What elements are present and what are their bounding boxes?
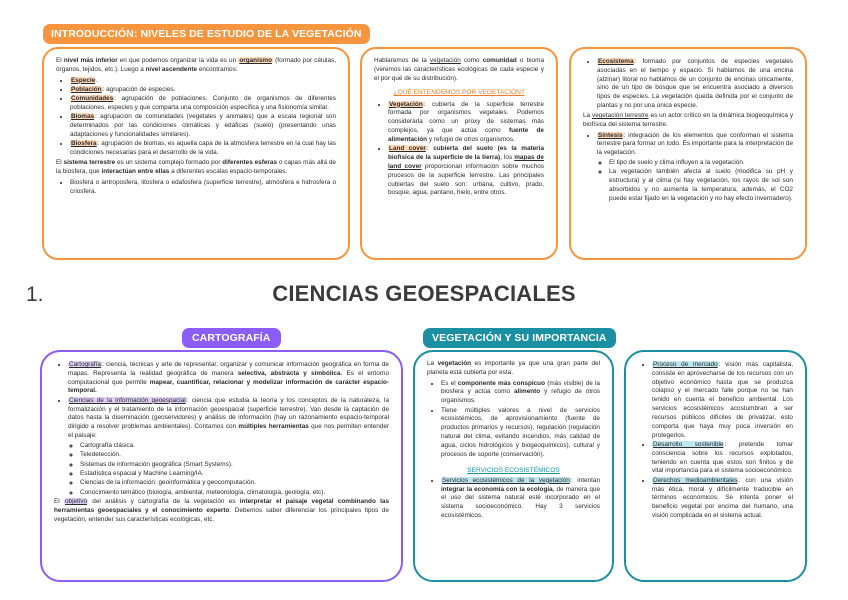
levels-paragraph: El nivel más inferior en que podemos organizar la vida es un organismo (formado por células, órganos, tejidos, etc.). Luego a nivel ascendente encontramos: <box>56 57 336 73</box>
veg-header: VEGETACIÓN Y SU IMPORTANCIA <box>423 328 616 348</box>
services-intro-list <box>427 477 600 521</box>
services-card <box>624 350 807 582</box>
services-subhead: SERVICIOS ECOSISTÉMICOS <box>467 466 560 474</box>
intro-card-levels <box>42 47 350 260</box>
carto-header: CARTOGRAFÍA <box>182 328 281 348</box>
list-item: • Población: agrupación de especies. <box>70 86 336 95</box>
list-item: • Derechos medioambientales: con una visión más ética, moral y difícilmente traducible en términos económicos. Se intenta poner el beneficio vegetal por encima del humano, una visión complicada en el sistema actual. <box>652 477 793 521</box>
veg-intro-paragraph: La vegetación es importante ya que una gran parte del planeta está cubierta por esta. <box>427 360 600 376</box>
vegetation-question: ¿QUÉ ENTENDEMOS POR VEGETACIÓN? <box>393 89 525 97</box>
tools-sublist <box>68 442 389 497</box>
list-item: • Comunidades: agrupación de poblaciones. Conjunto de organismos de diferentes poblaciones, especies y que comparta una composición específica y una fisionomía similar. <box>70 95 336 113</box>
levels-list <box>56 77 336 158</box>
services-list <box>638 361 793 521</box>
carto-list <box>54 361 389 497</box>
list-item: ◦ Conocimiento temático (biología, ambiental, meteorología, climatología, geología, etc). <box>80 489 389 498</box>
list-item: • Vegetación: cubierta de la superficie terrestre formada por organismos vegetales. Podemos considerarla como un proxy de sistemas más complejos, ya que actúa como fuente de alimentación y refugio de otros organismos. <box>388 101 544 145</box>
list-item: • Biosfera: agrupación de biomas, es aquella capa de la atmosfera terrestre en la cual hay las condiciones necesarias para el desarrollo de la vida. <box>70 140 336 158</box>
list-item: • Land cover: cubierta del suelo (es la materia biofísica de la superficie de la tierra), los mapas de land cover proporcionan información sobre muchos procesos de la superficie terrestre. Las principales cubiertas del suelo son: urbana, cultivo, prado, bosque, agua, pantano, hielo, entre otros. <box>388 145 544 198</box>
ecosystem-list <box>583 58 793 111</box>
list-item: • Biomas: agrupación de comunidades (vegetales y animales) que a escala regional son determinados por las condiciones climáticas y edáficas (suelo) (presentando unas adaptaciones y funcionalidades similares). <box>70 113 336 139</box>
list-item: • Biosfera o antroposfera, litosfera o edafosfera (superficie terrestre), atmósfera e hidrosfera o criosfera. <box>70 179 336 197</box>
carto-card <box>40 350 403 582</box>
list-item: • Ciencias de la información geoespacial: ciencia que estudia la teoría y los conceptos de la naturaleza, la formalización y el tratamiento de la información geoespacial (superficie terrestre). Van desde la captación de datos hasta la diseminación (geoservidores) y análisis de información (hay un razonamiento espacio-temporal dirigido a resolver problemas ambientales). Contamos con múltiples herramientas que nos permiten entender el paisaje: ◦ Cartografía clásica. ◦ Teledetección. ◦ Sistemas de información geográfica (Smart Systems). ◦ Estadística espacial y Machine Learning/IA. ◦ Ciencias de la información: geoinformática y geocomputación. ◦ Conocimiento temático (biología, ambiental, meteorología, climatología, geología, etc). <box>68 397 389 498</box>
objective-paragraph: El objetivo del análisis y cartografía de la vegetación es interpretar el paisaje vegetal combinando las herramientas geoespaciales y el conocimiento experto. Debemos saber diferenciar los principales tipos de vegetación, entender sus características ecológicas, etc. <box>54 498 389 524</box>
list-item: • Especie. <box>70 77 336 86</box>
intro-card-ecosystem <box>569 47 807 260</box>
list-item: • Servicios ecosistémicos de la vegetación: intentan integrar la economía con la ecología, de manera que el uso del sistema natural esté incorporado en el sistema socioeconómico. Hay 3 servicios ecosistémicos. <box>441 477 600 521</box>
vegetation-list <box>374 101 544 199</box>
section-title: CIENCIAS GEOESPACIALES <box>272 281 576 306</box>
list-item: • Cartografía: ciencia, técnicas y arte de representar, organizar y comunicar información geográfica en forma de mapas. Representa la realidad geográfica de manera selectiva, abstracta y simbólica. Es el entorno computacional que permite mapear, cuantificar, relacionar y modelizar información de carácter espacio-temporal. <box>68 361 389 396</box>
intro-header: INTRODUCCIÓN: NIVELES DE ESTUDIO DE LA VEGETACIÓN <box>43 24 370 44</box>
synthesis-sublist <box>597 159 793 204</box>
intro-card-vegetation <box>360 47 558 260</box>
list-item: ◦ El tipo de suelo y clima influyen a la vegetación. <box>609 159 793 168</box>
list-item: • Es el componente más conspicuo (más visible) de la biosfera y actúa como alimento y refugio de otros organismos. <box>441 380 600 406</box>
spheres-list <box>56 179 336 197</box>
section-number: 1. <box>26 283 44 306</box>
terrestrial-vegetation-paragraph: La vegetación terrestre es un actor crítico en la dinámica biogeoquímica y biofísica del sistema terrestre. <box>583 111 794 128</box>
list-item: ◦ Cartografía clásica. <box>80 442 389 451</box>
list-item: ◦ La vegetación también afecta al suelo (modifica su pH y estructura) y al clima (si hay vegetación, los rayos de sol son absorbidos y no aumenta la temperatura, además, el CO2 puede estar fijado en la vegetación y no hay efecto invernadero). <box>609 168 793 203</box>
list-item: • Ecosistema: formado por conjuntos de especies vegetales asociadas en el tiempo y espacio. Si hablamos de una encina (alzinar) litoral no hablamos de un conjunto de encinas únicamente, sino de un tipo de bosque que se encuentra asociado a diversos tipos de especies. La vegetación queda definida por el conjunto de plantas y no por una única especie. <box>597 58 793 111</box>
synthesis-list <box>583 132 793 204</box>
list-item: ◦ Estadística espacial y Machine Learning/IA. <box>80 470 389 479</box>
veg-card <box>413 350 614 582</box>
list-item: • Proceso de mercado: visión más capitalista, consiste en aprovecharse de los recursos con un objetivo económico hasta que se produzca colapso y el mercado falle porque no se han tenido en cuenta el beneficio ambiental. Los servicios ecosistémicos acostumbran a ser recursos públicos difíciles de privatizar, esto comporta que haya muy poca inversión en protegerlos. <box>652 361 793 440</box>
list-item: • Síntesis: integración de los elementos que conforman el sistema terrestre para formar un todo. Es importante para la interpretación de la vegetación. ◦ El tipo de suelo y clima influyen a la vegetación. ◦ La vegetación también afecta al suelo (modifica su pH y estructura) y al clima (si hay vegetación, los rayos de sol son absorbidos y no aumenta la temperatura, además, el CO2 puede estar fijado en la vegetación y no hay efecto invernadero). <box>597 132 793 204</box>
earth-system-paragraph: El sistema terrestre es un sistema complejo formado por diferentes esferas o capas más allá de la biosfera, que interactúan entre ellas a diferentes escalas espacio-temporales. <box>56 159 336 175</box>
list-item: • Tiene múltiples valores a nivel de servicios ecosistémicos, de aprovisionamiento (fuente de productos primarios y recursos), regulación (regulación natural del clima, evitando incendios, más calidad de agua, ciclos hidrológicos y biogeoquímicos), cultural y procesos de soporte (conservación). <box>441 407 600 460</box>
list-item: ◦ Teledetección. <box>80 451 389 460</box>
list-item: ◦ Ciencias de la información: geoinformática y geocomputación. <box>80 479 389 488</box>
veg-list <box>427 380 600 460</box>
vegetation-intro-paragraph: Hablaremos de la vegetación como comunidad o bioma (veremos las características ecológicas de cada especie y el por qué de su distribución). <box>374 57 544 82</box>
list-item: • Desarrollo sostenible: pretende tomar consciencia sobre los recursos explotados, teniendo en cuenta que estos son finitos y de vital importancia para el sistema socioeconómico. <box>652 441 793 476</box>
list-item: ◦ Sistemas de información geográfica (Smart Systems). <box>80 461 389 470</box>
